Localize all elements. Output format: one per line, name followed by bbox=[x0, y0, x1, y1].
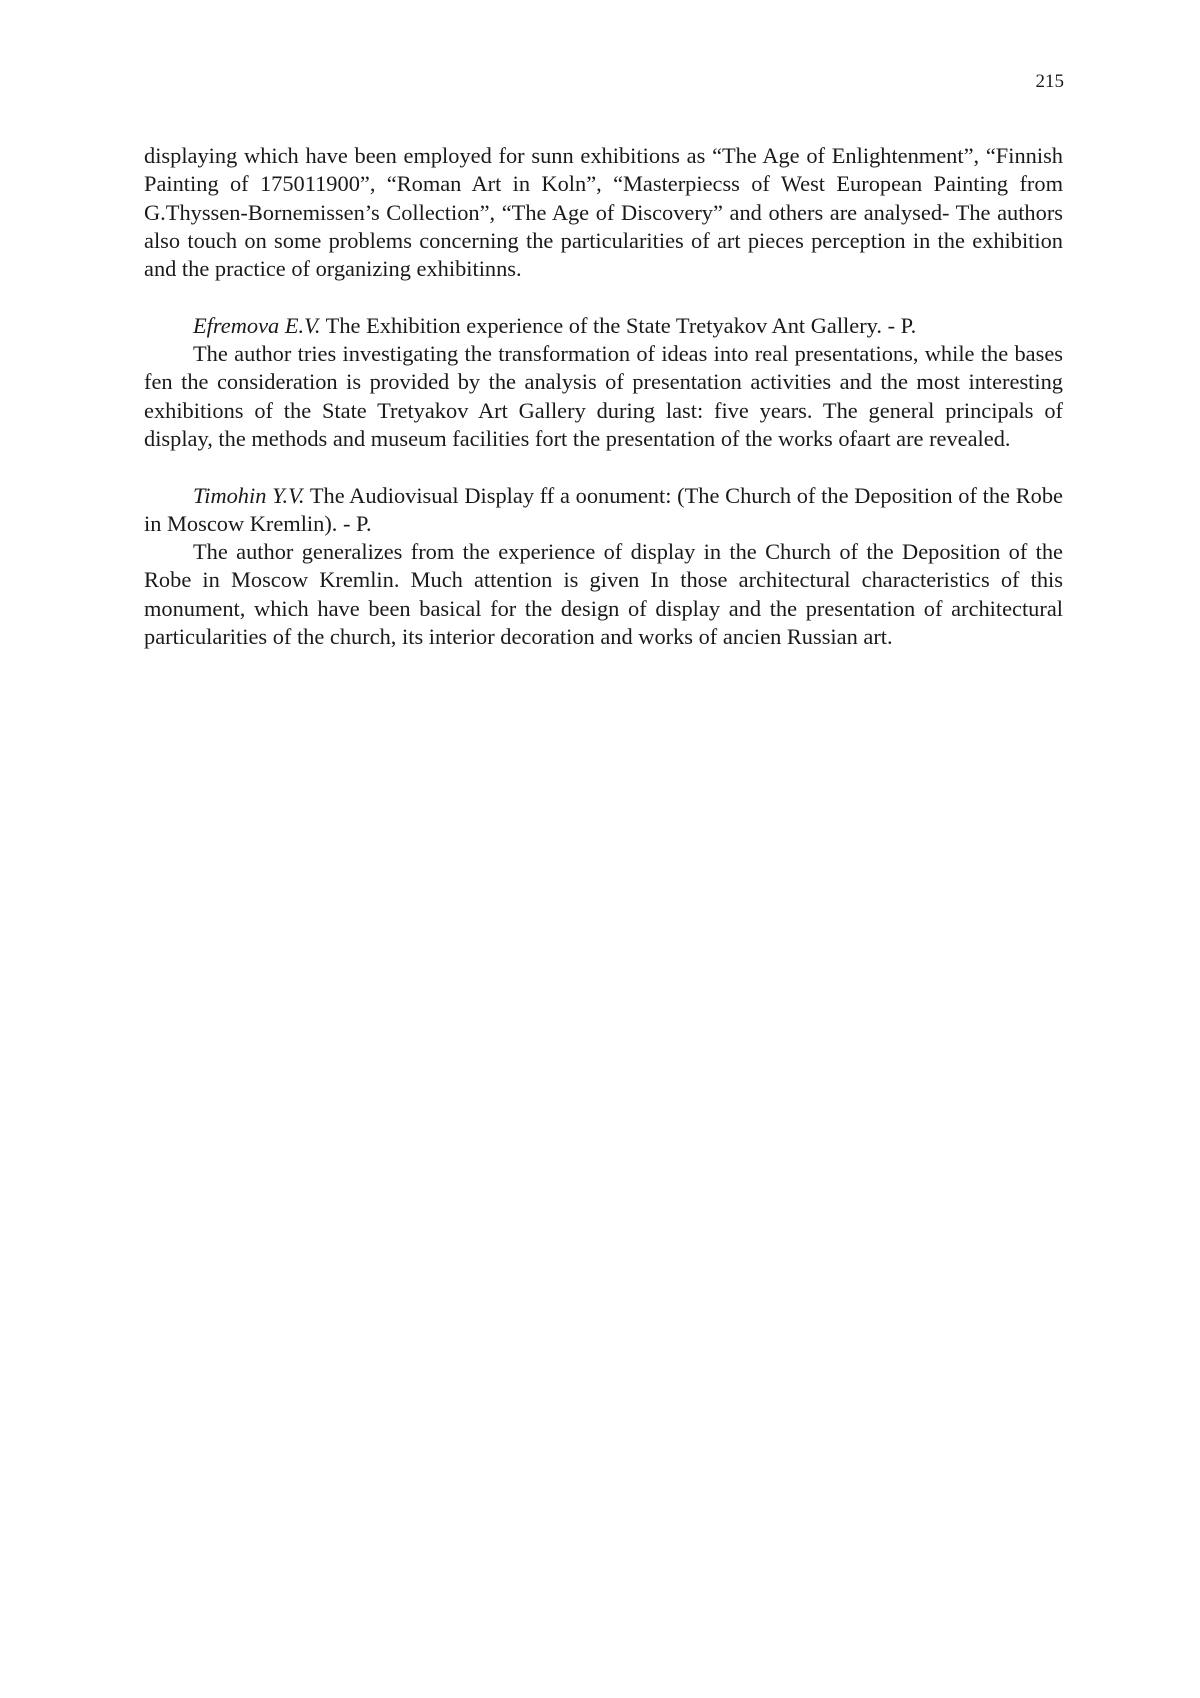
entry-heading bbox=[144, 312, 1063, 340]
page-content bbox=[144, 142, 1063, 651]
entry-author: Timohin Y.V. bbox=[193, 482, 305, 508]
abstract-entry-efremova bbox=[144, 312, 1063, 453]
page-number: 215 bbox=[1035, 71, 1064, 92]
entry-abstract: The author tries investigating the transformation of ideas into real presentations, while the bases fen the consideration is provided by the analysis of presentation activities and the most interesting exhibitions of the State Tretyakov Art Gallery during last: five years. The general principals of display, the methods and museum facilities fort the presentation of the works ofaart are revealed. bbox=[144, 341, 1063, 451]
entry-title: The Audiovisual Display ff a oonument: (The Church of the Deposition of the Robe in Moscow Kremlin). - P. bbox=[144, 482, 1063, 536]
entry-heading bbox=[144, 482, 1063, 539]
abstract-entry-timohin bbox=[144, 482, 1063, 652]
entry-abstract: The author generalizes from the experience of display in the Church of the Deposition of the Robe in Moscow Kremlin. Much attention is given In those architectural characteristics of this monument, which have been basical for the design of display and the presentation of architectural particularities of the church, its interior decoration and works of ancien Russian art. bbox=[144, 539, 1063, 650]
entry-title: The Exhibition experience of the State Tretyakov Ant Gallery. - P. bbox=[320, 312, 917, 338]
intro-paragraph: displaying which have been employed for sunn exhibitions as “The Age of Enlightenment”, “Finnish Painting of 175011900”, “Roman Art in Koln”, “Masterpiecss of West European Painting from G.Thyssen-Bornemissen’s Collection”, “The Age of Discovery” and others are analysed- The authors also touch on some problems concerning the particularities of art pieces perception in the exhibition and the practice of organizing exhibitinns. bbox=[144, 143, 1063, 282]
entry-author: Efremova E.V. bbox=[193, 312, 321, 338]
